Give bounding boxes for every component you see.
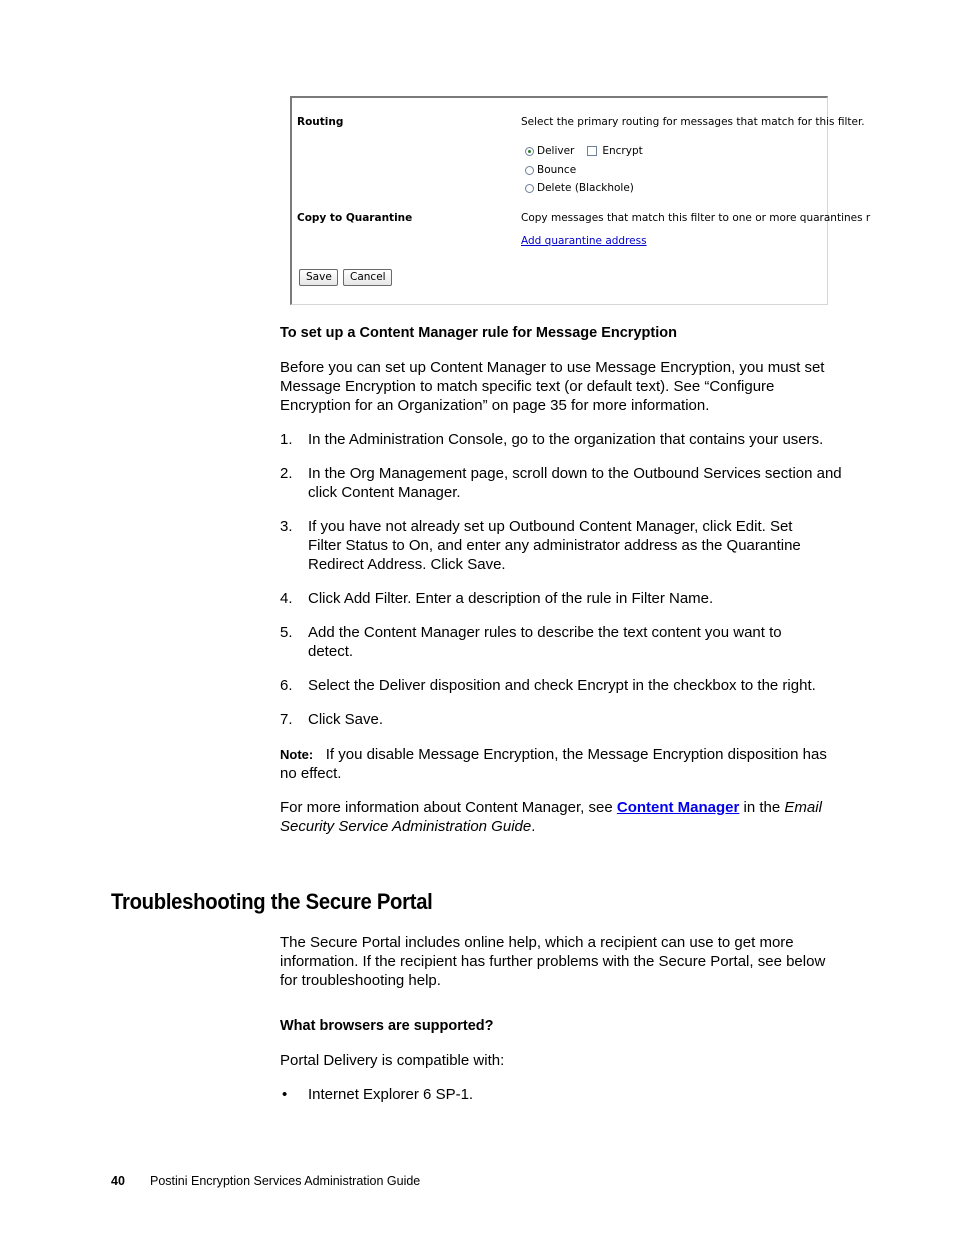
step-text: Click Save.: [308, 711, 384, 728]
step-number: 3.: [280, 518, 293, 535]
routing-description: Select the primary routing for messages that match for this filter.: [521, 116, 865, 128]
bounce-radio[interactable]: [525, 166, 534, 175]
guide-title: Email Security Service Administration Guide: [280, 799, 822, 835]
procedure-intro: Before you can set up Content Manager to use Message Encryption, you must set Message Encryption to match specific text (or default text). See “Configure Encryption for an Organization” on page 35 for more information.: [280, 359, 825, 414]
page-number: 40: [111, 1174, 125, 1188]
save-button[interactable]: Save: [299, 269, 338, 286]
delete-radio[interactable]: [525, 184, 534, 193]
step-text: Add the Content Manager rules to describe the text content you want to detect.: [308, 624, 782, 660]
step-text: In the Administration Console, go to the organization that contains your users.: [308, 431, 824, 448]
deliver-label: Deliver: [537, 145, 575, 157]
step-text: In the Org Management page, scroll down to the Outbound Services section and click Content Manager.: [308, 465, 842, 501]
note-label: Note:: [280, 747, 314, 762]
encrypt-label: Encrypt: [602, 145, 643, 157]
bounce-option[interactable]: [525, 164, 576, 176]
compat-text: Portal Delivery is compatible with:: [280, 1052, 505, 1069]
step-text: If you have not already set up Outbound Content Manager, click Edit. Set Filter Status to On, and enter any administrator address as the Quarantine Redirect Address. Click Save.: [308, 518, 801, 573]
step-number: 6.: [280, 677, 293, 694]
footer-title: Postini Encryption Services Administration Guide: [150, 1174, 421, 1188]
quarantine-label: Copy to Quarantine: [297, 212, 413, 224]
routing-settings-screenshot: [290, 96, 871, 305]
step-text: Select the Deliver disposition and check Encrypt in the checkbox to the right.: [308, 677, 816, 694]
browsers-subheading: What browsers are supported?: [280, 1018, 494, 1034]
encrypt-checkbox[interactable]: [587, 146, 597, 156]
more-info-mid: in the: [739, 799, 785, 816]
more-info: [280, 798, 845, 836]
cancel-button[interactable]: Cancel: [343, 269, 392, 286]
deliver-option[interactable]: [525, 145, 643, 157]
routing-label: Routing: [297, 116, 344, 128]
step-number: 1.: [280, 431, 293, 448]
bounce-label: Bounce: [537, 164, 577, 176]
more-info-prefix: For more information about Content Manager, see: [280, 799, 617, 816]
step-number: 5.: [280, 624, 293, 641]
procedure-heading: To set up a Content Manager rule for Message Encryption: [280, 325, 677, 341]
content-manager-link[interactable]: Content Manager: [616, 799, 740, 816]
section-heading: Troubleshooting the Secure Portal: [111, 889, 433, 914]
section-intro: The Secure Portal includes online help, which a recipient can use to get more information. If the recipient has further problems with the Secure Portal, see below for troubleshooting help.: [280, 934, 826, 989]
delete-label: Delete (Blackhole): [537, 182, 634, 194]
deliver-radio[interactable]: [525, 147, 534, 156]
step-number: 4.: [280, 590, 293, 607]
step-number: 2.: [280, 465, 293, 482]
add-quarantine-address-link[interactable]: Add quarantine address: [521, 235, 647, 247]
step-number: 7.: [280, 711, 293, 728]
bullet-mark: •: [282, 1086, 288, 1103]
step-text: Click Add Filter. Enter a description of the rule in Filter Name.: [308, 590, 714, 607]
delete-option[interactable]: [525, 182, 634, 194]
note-text: If you disable Message Encryption, the Message Encryption disposition has no effect.: [280, 746, 827, 782]
note: [280, 745, 835, 783]
bullet-text: Internet Explorer 6 SP-1.: [308, 1086, 474, 1103]
more-info-suffix: .: [531, 818, 536, 835]
quarantine-description: Copy messages that match this filter to one or more quarantines r: [521, 212, 871, 224]
